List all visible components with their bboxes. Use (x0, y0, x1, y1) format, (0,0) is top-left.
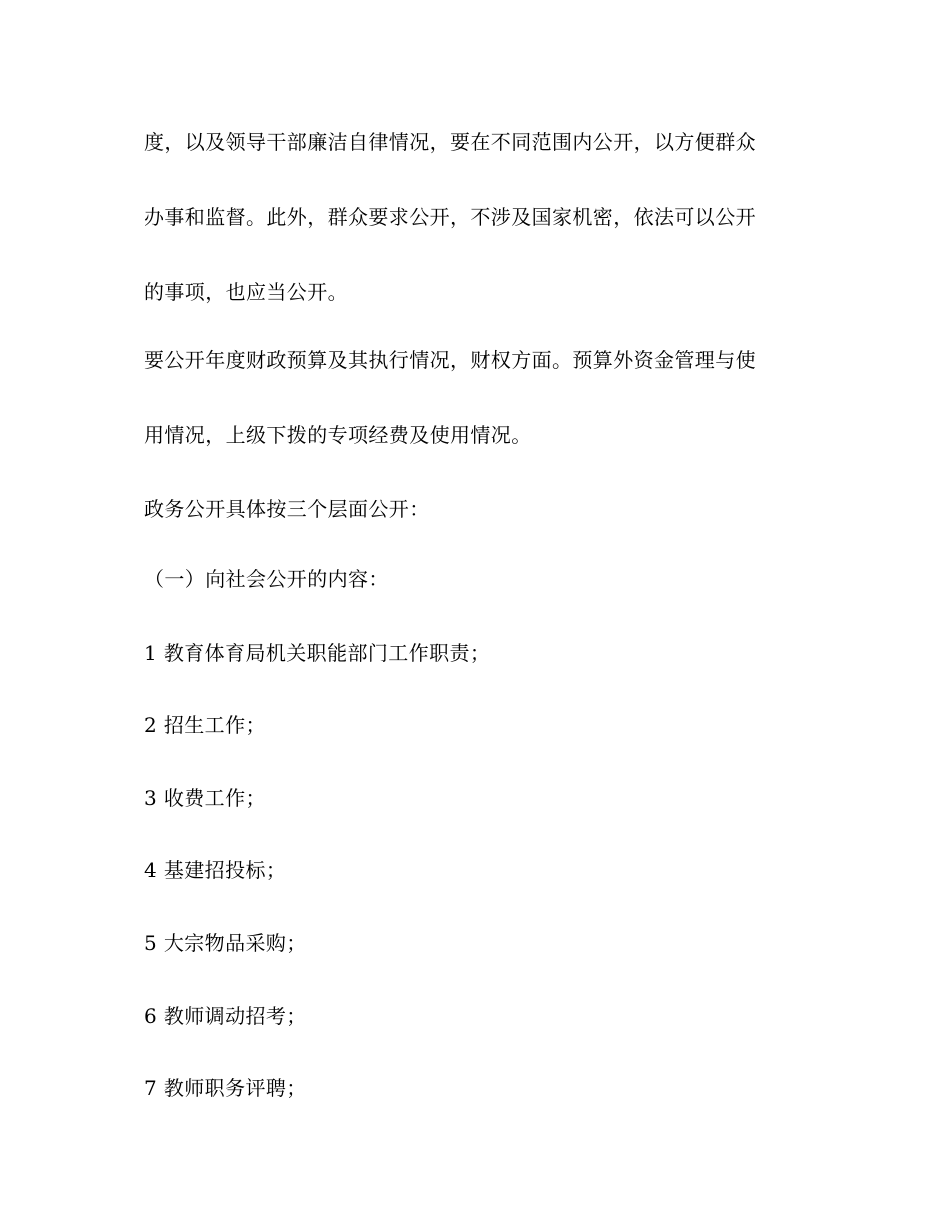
list-item: 6 教师调动招考； (144, 1004, 307, 1028)
paragraph-line: 的事项，也应当公开。 (144, 280, 348, 304)
paragraph-line: 度，以及领导干部廉洁自律情况，要在不同范围内公开，以方便群众 (144, 130, 756, 154)
list-item: 1 教育体育局机关职能部门工作职责； (144, 641, 491, 665)
list-item: 2 招生工作； (144, 713, 266, 737)
paragraph-line: 办事和监督。此外，群众要求公开，不涉及国家机密，依法可以公开 (144, 205, 756, 229)
list-item: 4 基建招投标； (144, 858, 287, 882)
paragraph-line: 用情况，上级下拨的专项经费及使用情况。 (144, 423, 532, 447)
list-item: 7 教师职务评聘； (144, 1076, 307, 1100)
list-item: 3 收费工作； (144, 786, 266, 810)
paragraph-line: 政务公开具体按三个层面公开： (144, 497, 430, 521)
list-item: 5 大宗物品采购； (144, 931, 307, 955)
paragraph-line: 要公开年度财政预算及其执行情况，财权方面。预算外资金管理与使 (144, 348, 756, 372)
section-heading: （一）向社会公开的内容： (144, 567, 389, 591)
